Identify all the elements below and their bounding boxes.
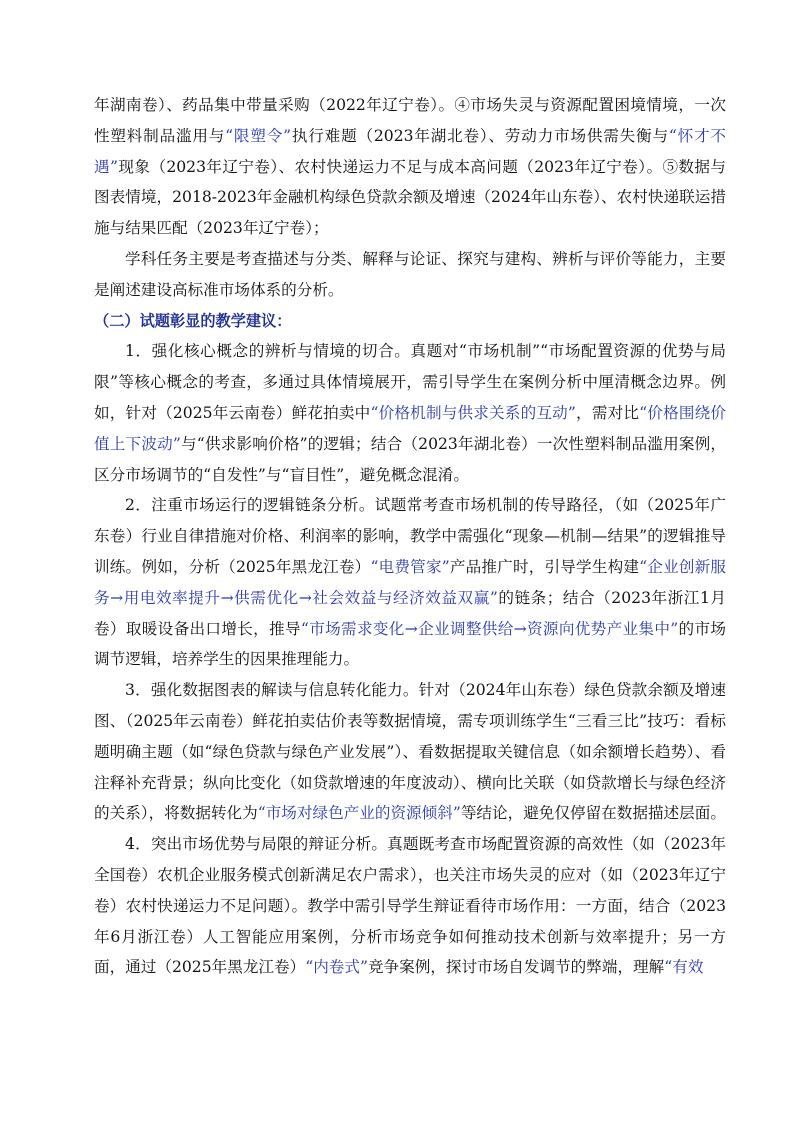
text-run: 产品推广时，引导学生构建 xyxy=(449,557,640,576)
paragraph-context-list xyxy=(94,90,726,244)
paragraph-suggestion-3 xyxy=(94,675,726,829)
paragraph-suggestion-4 xyxy=(94,829,726,983)
highlighted-quote: “内卷式” xyxy=(305,958,368,977)
text-run: 竞争案例，探讨市场自发调节的弊端，理解 xyxy=(367,958,665,977)
text-run: 与“供求影响价格”的逻辑；结合（2023年湖北卷）一次性塑料制品滥用案例，区分市场调节的“自发性”与“盲目性”，避免概念混淆。 xyxy=(94,434,726,484)
text-run: 年湖南卷）、药品集中带量采购（2022年辽宁卷）。④市场失灵与资源配置困境情境，一次性塑料制品滥用与 xyxy=(94,96,726,145)
text-run: ，需对比 xyxy=(575,403,640,422)
highlighted-quote: “限塑令” xyxy=(225,126,292,145)
paragraph-suggestion-1 xyxy=(94,336,726,490)
highlighted-quote: “有效 xyxy=(664,958,704,977)
highlighted-quote: “价格围绕价值上下波动” xyxy=(94,403,726,453)
section-heading-teaching-suggestions xyxy=(94,306,726,337)
text-run: 学科任务主要是考查描述与分类、解释与论证、探究与建构、辨析与评价等能力，主要是阐述建设高标准市场体系的分析。 xyxy=(94,249,726,299)
highlighted-quote: “企业创新服务→用电效率提升→供需优化→社会效益与经济效益双赢” xyxy=(94,557,726,607)
document-page xyxy=(94,90,726,983)
highlighted-quote: “价格机制与供求关系的互动” xyxy=(370,403,576,422)
paragraph-suggestion-2 xyxy=(94,490,726,675)
text-run: 执行难题（2023年湖北卷）、劳动力市场供需失衡与 xyxy=(291,126,669,145)
highlighted-quote: “市场对绿色产业的资源倾斜” xyxy=(257,804,461,823)
text-run: 现象（2023年辽宁卷）、农村快递运力不足与成本高问题（2023年辽宁卷）。⑤数据与图表情境，2018-2023年金融机构绿色贷款余额及增速（2024年山东卷）、农村快递联运措施与结果匹配（2023年辽宁卷）； xyxy=(94,157,726,238)
text-run: 2．注重市场运行的逻辑链条分析。试题常考查市场机制的传导路径，（如（2025年广东卷）行业自律措施对价格、利润率的影响，教学中需强化“现象—机制—结果”的逻辑推导训练。例如，分析（2025年黑龙江卷） xyxy=(94,496,726,576)
highlighted-quote: “电费管家” xyxy=(370,557,450,576)
paragraph-subject-tasks xyxy=(94,244,726,306)
text-run: 的链条；结合（2023年浙江1月卷）取暖设备出口增长，推导 xyxy=(94,588,727,638)
text-run: 等结论，避免仅停留在数据描述层面。 xyxy=(460,804,726,823)
text-run: 4．突出市场优势与局限的辩证分析。真题既考查市场配置资源的高效性（如（2023年全国卷）农机企业服务模式创新满足农户需求），也关注市场失灵的应对（如（2023年辽宁卷）农村快递运力不足问题）。教学中需引导学生辩证看待市场作用：一方面，结合（2023年6月浙江卷）人工智能应用案例，分析市场竞争如何推动技术创新与效率提升；另一方面，通过（2025年黑龙江卷） xyxy=(94,835,726,977)
text-run: 1．强化核心概念的辨析与情境的切合。真题对“市场机制”“市场配置资源的优势与局限”等核心概念的考查，多通过具体情境展开，需引导学生在案例分析中厘清概念边界。例如，针对（2025年云南卷）鲜花拍卖中 xyxy=(94,342,726,422)
text-run: （二）试题彰显的教学建议： xyxy=(94,311,292,330)
text-run: 的市场调节逻辑，培养学生的因果推理能力。 xyxy=(94,619,726,669)
text-run: 3．强化数据图表的解读与信息转化能力。针对（2024年山东卷）绿色贷款余额及增速图、（2025年云南卷）鲜花拍卖估价表等数据情境，需专项训练学生“三看三比”技巧：看标题明确主题（如“绿色贷款与绿色产业发展”）、看数据提取关键信息（如余额增长趋势）、看注释补充背景；纵向比变化（如贷款增速的年度波动）、横向比关联（如贷款增长与绿色经济的关系），将数据转化为 xyxy=(94,681,726,823)
highlighted-quote: “怀才不遇” xyxy=(94,126,726,176)
highlighted-quote: “市场需求变化→企业调整供给→资源向优势产业集中” xyxy=(300,619,679,638)
